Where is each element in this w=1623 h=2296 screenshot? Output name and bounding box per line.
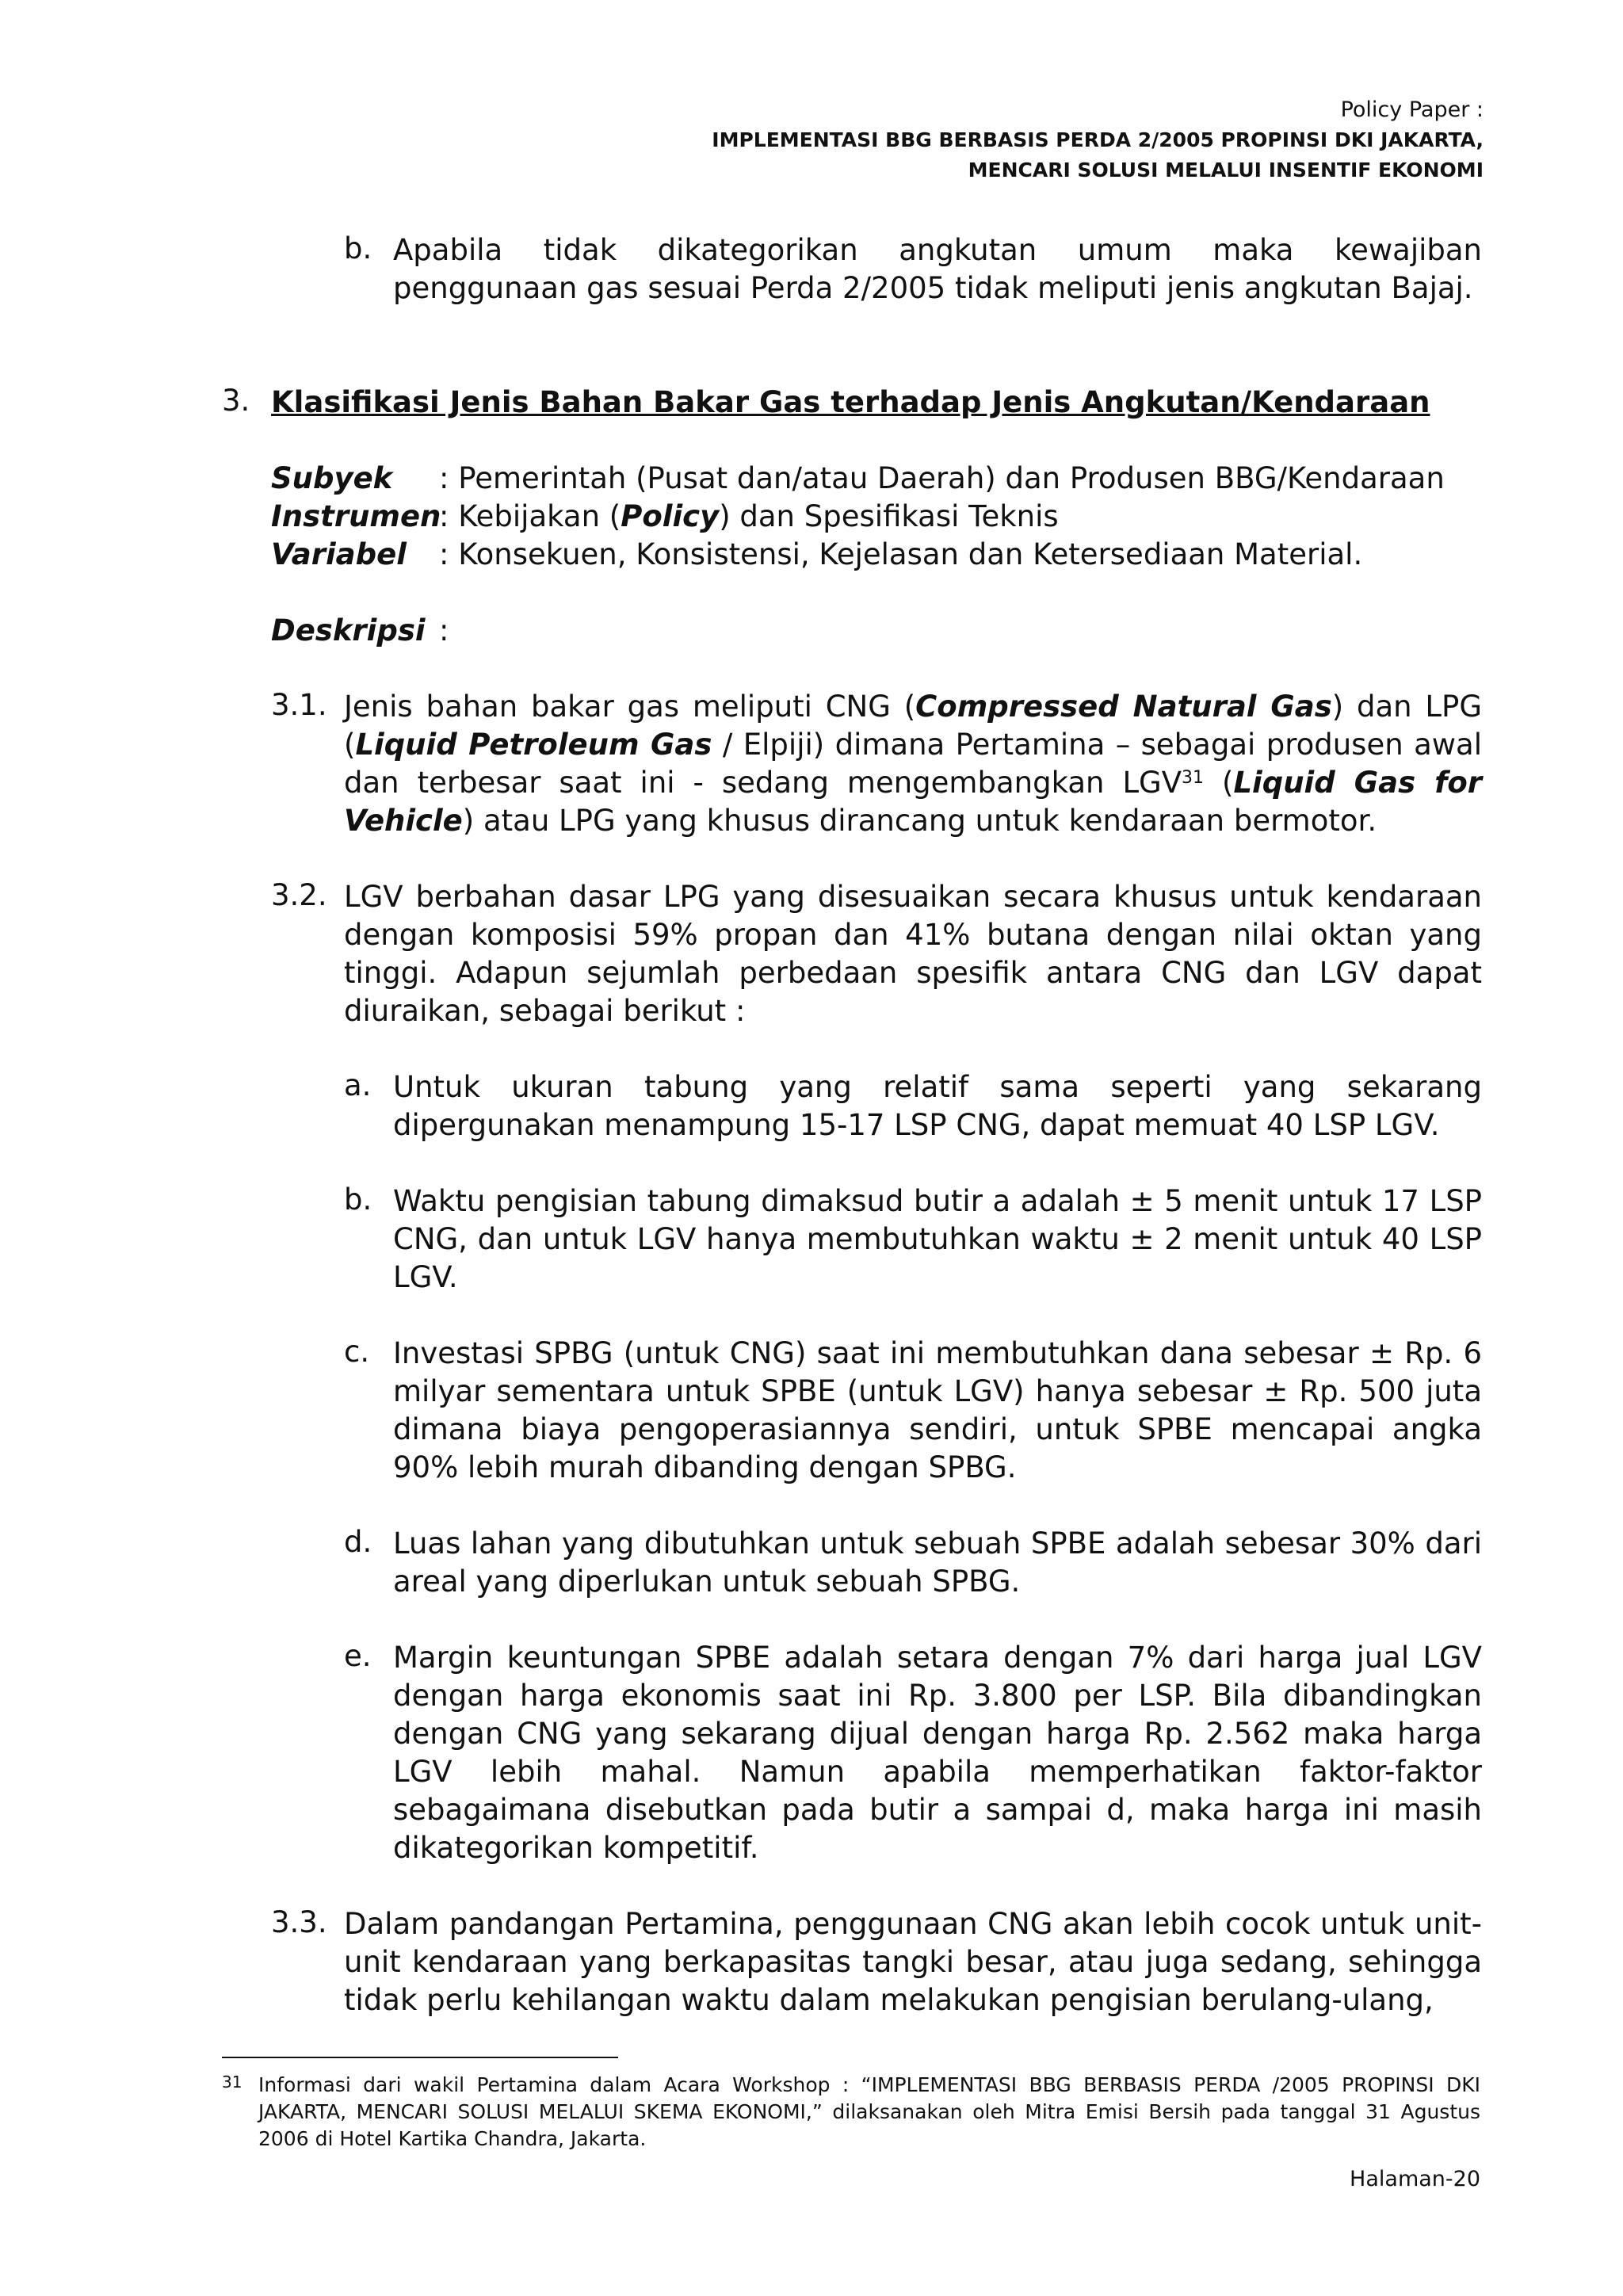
list-item-text: Margin keuntungan SPBE adalah setara dengan 7% dari harga jual LGV dengan harga ekonomis saat ini Rp. 3.800 per LSP. Bila dibandingkan dengan CNG yang sekarang dijual dengan harga Rp. 2.562 maka harga LGV lebih mahal. Namun apabila memperhatikan faktor-faktor sebagaimana disebutkan pada butir a sampai d, maka harga ini masih dikategorikan kompetitif.: [393, 1641, 1482, 1865]
list-marker: b.: [344, 1182, 372, 1217]
subsection-text: LGV berbahan dasar LPG yang disesuaikan secara khusus untuk kendaraan dengan komposisi 59% propan dan 41% butana dengan nilai oktan yang tinggi. Adapun sejumlah perbedaan spesifik antara CNG dan LGV dapat diuraikan, sebagai berikut :: [344, 880, 1482, 1028]
meta-label: Deskripsi: [271, 613, 426, 648]
list-marker: c.: [344, 1335, 370, 1369]
subsection-text: Jenis bahan bakar gas meliputi CNG (Compressed Natural Gas) dan LPG (Liquid Petroleum Gas / Elpiji) dimana Pertamina – sebagai produsen awal dan terbesar saat ini - sedang mengembangkan LGV$^{31}$ (Liquid Gas for Vehicle) atau LPG yang khusus dirancang untuk kendaraan bermotor.: [344, 690, 1483, 838]
list-item-text: Luas lahan yang dibutuhkan untuk sebuah SPBE adalah sebesar 30% dari areal yang diperlukan untuk sebuah SPBG.: [393, 1526, 1482, 1599]
subsection-text: Dalam pandangan Pertamina, penggunaan CNG akan lebih cocok untuk unit-unit kendaraan yang berkapasitas tangki besar, atau juga sedang, sehingga tidak perlu kehilangan waktu dalam melakukan pengisian berulang-ulang,: [344, 1907, 1482, 2017]
running-header: [712, 95, 1484, 185]
meta-label: Instrumen: [271, 499, 441, 533]
header-title-line2: MENCARI SOLUSI MELALUI INSENTIF EKONOMI: [968, 159, 1484, 181]
list-marker: a.: [344, 1068, 372, 1102]
meta-variabel: [271, 536, 1362, 574]
meta-value: : Konsekuen, Konsistensi, Kejelasan dan Ketersediaan Material.: [439, 537, 1363, 571]
footnote-ref: 31: [1182, 768, 1205, 788]
list-item-text: Investasi SPBG (untuk CNG) saat ini membutuhkan dana sebesar ± Rp. 6 milyar sementara untuk SPBE (untuk LGV) hanya sebesar ± Rp. 500 juta dimana biaya pengoperasiannya sendiri, untuk SPBE mencapai angka 90% lebih murah dibanding dengan SPBG.: [393, 1336, 1482, 1484]
list-marker: e.: [344, 1639, 372, 1673]
subsection-number: 3.2.: [271, 878, 327, 912]
list-marker: d.: [344, 1525, 372, 1559]
footnote-number: 31: [222, 2073, 242, 2092]
subsection-number: 3.3.: [271, 1905, 327, 1939]
meta-label: Variabel: [271, 537, 407, 571]
meta-value: ) dan Spesifikasi Teknis: [719, 499, 1059, 533]
footnote-separator: [222, 2057, 618, 2058]
meta-deskripsi: [271, 612, 449, 650]
section-number: 3.: [222, 384, 250, 418]
meta-label: Subyek: [271, 461, 393, 495]
header-label: Policy Paper :: [1340, 97, 1484, 122]
section-title: Klasifikasi Jenis Bahan Bakar Gas terhadap Jenis Angkutan/Kendaraan: [271, 385, 1430, 419]
meta-value: : Pemerintah (Pusat dan/atau Daerah) dan Produsen BBG/Kendaraan: [439, 461, 1445, 495]
meta-instrumen: [271, 498, 1059, 536]
meta-subyek: [271, 460, 1445, 498]
header-title-line1: IMPLEMENTASI BBG BERBASIS PERDA 2/2005 PROPINSI DKI JAKARTA,: [712, 128, 1484, 151]
meta-value: :: [439, 613, 449, 648]
footnote-text: Informasi dari wakil Pertamina dalam Acara Workshop : “IMPLEMENTASI BBG BERBASIS PERDA /2005 PROPINSI DKI JAKARTA, MENCARI SOLUSI MELALUI SKEMA EKONOMI,” dilaksanakan oleh Mitra Emisi Bersih pada tanggal 31 Agustus 2006 di Hotel Kartika Chandra, Jakarta.: [258, 2073, 1480, 2150]
subsection-number: 3.1.: [271, 688, 327, 722]
meta-value-emphasis: Policy: [621, 499, 720, 533]
list-item-text: Untuk ukuran tabung yang relatif sama seperti yang sekarang dipergunakan menampung 15-17 LSP CNG, dapat memuat 40 LSP LGV.: [393, 1070, 1482, 1142]
list-marker: b.: [344, 231, 372, 266]
list-item-text: Apabila tidak dikategorikan angkutan umum maka kewajiban penggunaan gas sesuai Perda 2/2005 tidak meliputi jenis angkutan Bajaj.: [393, 233, 1482, 305]
meta-value: : Kebijakan (: [439, 499, 621, 533]
page-number: Halaman-20: [1350, 2167, 1480, 2191]
list-item-text: Waktu pengisian tabung dimaksud butir a adalah ± 5 menit untuk 17 LSP CNG, dan untuk LGV hanya membutuhkan waktu ± 2 menit untuk 40 LSP LGV.: [393, 1184, 1482, 1294]
